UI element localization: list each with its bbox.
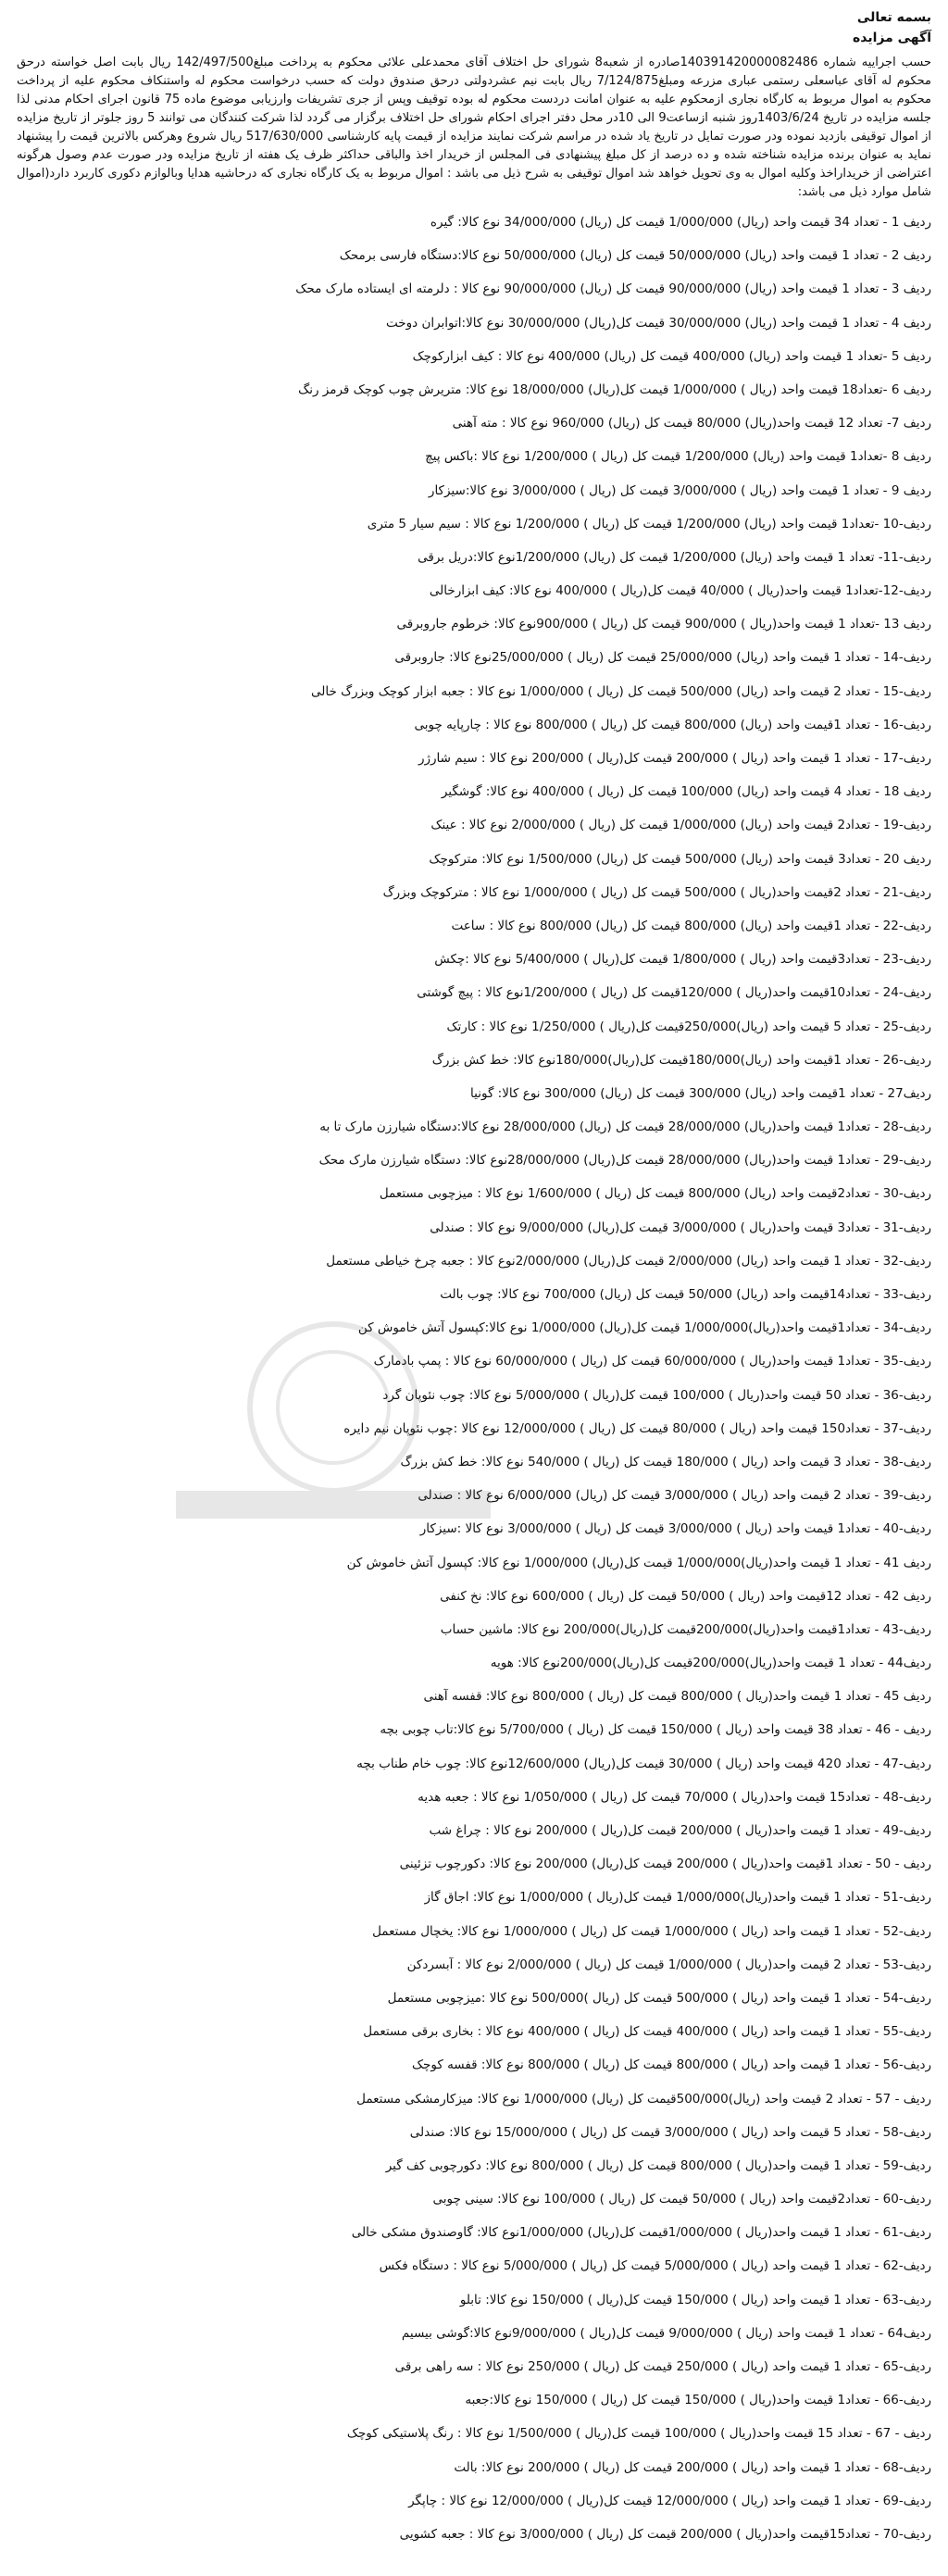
auction-item-row: ردیف 7- تعداد 12 قیمت واحد(ریال) 80/000 قیمت کل (ریال) 960/000 نوع کالا : مته آهنی bbox=[452, 416, 931, 431]
auction-item-row: ردیف-31 - تعداد3 قیمت واحد(ریال ) 3/000/000 قیمت کل(ریال) 9/000/000 نوع کالا : صندلی bbox=[430, 1219, 931, 1235]
auction-item-row: ردیف 3 - تعداد 1 قیمت واحد (ریال) 90/000/000 قیمت کل (ریال) 90/000/000 نوع کالا : دلرمته ای ایستاده مارک محک bbox=[295, 281, 931, 297]
auction-item-row: ردیف-37 - تعداد150 قیمت واحد (ریال ) 80/000 قیمت کل (ریال ) 12/000/000 نوع کالا :چوب نئوپان نیم دایره bbox=[343, 1420, 931, 1436]
auction-item-row: ردیف-38 - تعداد 3 قیمت واحد (ریال ) 180/000 قیمت کل (ریال ) 540/000 نوع کالا: خط کش بزرگ bbox=[400, 1454, 931, 1469]
auction-item-row: ردیف-35 - تعداد1 قیمت واحد(ریال ) 60/000/000 قیمت کل (ریال ) 60/000/000 نوع کالا : پمپ بادمارک bbox=[373, 1354, 931, 1369]
auction-item-row: ردیف - 67 - تعداد 15 قیمت واحد(ریال ) 100/000 قیمت کل(ریال ) 1/500/000 نوع کالا : رنگ پلاستیکی کوچک bbox=[346, 2426, 931, 2442]
auction-item-row: ردیف 41 - تعداد 1 قیمت واحد(ریال)1/000/000 قیمت کل(ریال) 1/000/000 نوع کالا: کپسول آتش خاموش کن bbox=[346, 1555, 931, 1570]
auction-item-row: ردیف-36 - تعداد 50 قیمت واحد(ریال ) 100/000 قیمت کل(ریال ) 5/000/000 نوع کالا: چوب نئوپان گرد bbox=[382, 1387, 931, 1403]
auction-item-row: ردیف - 50 - تعداد 1قیمت واحد(ریال ) 200/000 قیمت کل(ریال) 200/000 نوع کالا: دکورچوب تزئینی bbox=[399, 1857, 931, 1872]
auction-item-row: ردیف-55 - تعداد 1 قیمت واحد (ریال ) 400/000 قیمت کل (ریال ) 400/000 نوع کالا : بخاری برقی مستعمل bbox=[363, 2024, 931, 2040]
auction-item-row: ردیف-34 - تعداد1قیمت واحد(ریال)1/000/000 قیمت کل(ریال) 1/000/000 نوع کالا:کپسول آتش خاموش کن bbox=[357, 1320, 931, 1336]
auction-item-row: ردیف-10 -تعداد1 قیمت واحد (ریال) 1/200/000 قیمت کل (ریال ) 1/200/000 نوع کالا : سیم سیار 5 متری bbox=[367, 516, 931, 531]
auction-item-row: ردیف-19 - تعداد2 قیمت واحد (ریال) 1/000/000 قیمت کل (ریال ) 2/000/000 نوع کالا : عینک bbox=[430, 818, 931, 833]
auction-item-row: ردیف-40 - تعداد1 قیمت واحد (ریال ) 3/000/000 قیمت کل (ریال ) 3/000/000 نوع کالا :سیزکار bbox=[419, 1521, 931, 1537]
auction-item-row: ردیف64 - تعداد 1 قیمت واحد (ریال ) 9/000/000 قیمت کل(ریال ) 9/000/000نوع کالا:گوشی بیسیم bbox=[401, 2325, 931, 2341]
auction-item-row: ردیف27 - تعداد 1قیمت واحد (ریال) 300/000 قیمت کل (ریال) 300/000 نوع کالا: گونیا bbox=[470, 1085, 931, 1101]
auction-item-row: ردیف-69 - تعداد 1 قیمت واحد (ریال ) 12/000/000 قیمت کل(ریال ) 12/000/000 نوع کالا : چاپگر bbox=[408, 2493, 931, 2508]
auction-item-row: ردیف44 - تعداد 1 قیمت واحد(ریال)200/000قیمت کل(ریال)200/000نوع کالا: هویه bbox=[490, 1656, 931, 1671]
auction-item-row: ردیف 45 - تعداد 1 قیمت واحد(ریال ) 800/000 قیمت کل (ریال ) 800/000 نوع کالا: قفسه آهنی bbox=[423, 1689, 931, 1705]
auction-item-row: ردیف-14 - تعداد 1 قیمت واحد (ریال) 25/000/000 قیمت کل (ریال ) 25/000/000نوع کالا: جاروبرقی bbox=[394, 650, 931, 666]
auction-item-row: ردیف - 46 - تعداد 38 قیمت واحد (ریال ) 150/000 قیمت کل (ریال ) 5/700/000 نوع کالا:تاب چوبی بچه bbox=[380, 1722, 931, 1738]
auction-item-row: ردیف-52 - تعداد 1 قیمت واحد (ریال ) 1/000/000 قیمت کل (ریال ) 1/000/000 نوع کالا: یخچال مستعمل bbox=[372, 1923, 931, 1939]
auction-item-row: ردیف 42 - تعداد 12قیمت واحد (ریال ) 50/000 قیمت کل (ریال ) 600/000 نوع کالا: نخ کنفی bbox=[440, 1588, 931, 1604]
auction-item-row: ردیف 4 - تعداد 1 قیمت واحد (ریال) 30/000/000 قیمت کل(ریال) 30/000/000 نوع کالا:اتوابران دوخت bbox=[386, 315, 931, 331]
auction-item-row: ردیف-60 - تعداد2قیمت واحد (ریال ) 50/000 قیمت کل (ریال ) 100/000 نوع کالا: سینی چوبی bbox=[432, 2192, 931, 2207]
auction-item-row: ردیف-58 - تعداد 5 قیمت واحد (ریال ) 3/000/000 قیمت کل (ریال ) 15/000/000 نوع کالا: صندلی bbox=[409, 2124, 931, 2140]
auction-item-row: ردیف 5 -تعداد 1 قیمت واحد (ریال) 400/000 قیمت کل (ریال) 400/000 نوع کالا : کیف ابزارکوچک bbox=[412, 348, 931, 364]
auction-item-row: ردیف-66 - تعداد1 قیمت واحد(ریال ) 150/000 قیمت کل (ریال ) 150/000 نوع کالا:جعبه bbox=[465, 2393, 931, 2408]
auction-item-row: ردیف-63 - تعداد 1 قیمت واحد (ریال ) 150/000 قیمت کل(ریال ) 150/000 نوع کالا: تابلو bbox=[459, 2292, 931, 2307]
auction-item-row: ردیف-22 - تعداد 1قیمت واحد (ریال) 800/000 قیمت کل (ریال) 800/000 نوع کالا : ساعت bbox=[451, 918, 931, 933]
auction-item-row: ردیف-51 - تعداد 1 قیمت واحد(ریال)1/000/000 قیمت کل(ریال ) 1/000/000 نوع کالا: اجاق گاز bbox=[424, 1890, 931, 1906]
auction-item-row: ردیف-47 - تعداد 420 قیمت واحد (ریال ) 30/000 قیمت کل(ریال) 12/600/000نوع کالا: چوب خام طناب بچه bbox=[356, 1756, 931, 1771]
auction-item-row: ردیف-33 - تعداد14قیمت واحد (ریال) 50/000 قیمت کل (ریال) 700/000 نوع کالا: چوب بالت bbox=[440, 1287, 931, 1302]
auction-item-row: ردیف-16 - تعداد 1قیمت واحد (ریال) 800/000 قیمت کل (ریال ) 800/000 نوع کالا : چارپایه چوبی bbox=[414, 717, 931, 732]
auction-item-row: ردیف-56 - تعداد 1 قیمت واحد (ریال ) 800/000 قیمت کل (ریال ) 800/000 نوع کالا: قفسه کوچک bbox=[411, 2057, 931, 2073]
auction-items-list bbox=[17, 206, 931, 2551]
auction-item-row: ردیف-68 - تعداد 1 قیمت واحد (ریال ) 200/000 قیمت کل (ریال ) 200/000 نوع کالا: بالت bbox=[454, 2459, 931, 2475]
auction-item-row: ردیف-26 - تعداد 1قیمت واحد (ریال)180/000قیمت کل(ریال)180/000نوع کالا: خط کش بزرگ bbox=[431, 1052, 931, 1068]
auction-item-row: ردیف-24 - تعداد10قیمت واحد(ریال ) 120/000قیمت کل (ریال ) 1/200/000نوع کالا : پیچ گوشتی bbox=[417, 985, 931, 1001]
bismillah-heading: بسمه تعالی bbox=[856, 10, 931, 25]
auction-item-row: ردیف-43 - تعداد1قیمت واحد(ریال)200/000قیمت کل(ریال)200/000 نوع کالا: ماشین حساب bbox=[440, 1621, 931, 1637]
auction-item-row: ردیف 6 -تعداد18 قیمت واحد (ریال ) 1/000/000 قیمت کل(ریال) 18/000/000 نوع کالا: متریرش چوب کوچک قرمز رنگ bbox=[298, 381, 931, 397]
auction-item-row: ردیف-29 - تعداد1 قیمت واحد(ریال) 28/000/000 قیمت کل(ریال) 28/000/000نوع کالا: دستگاه شیارزن مارک محک bbox=[318, 1153, 931, 1169]
auction-item-row: ردیف 20 - تعداد3 قیمت واحد (ریال) 500/000 قیمت کل (ریال) 1/500/000 نوع کالا: مترکوچک bbox=[429, 851, 931, 867]
auction-item-row: ردیف-17 - تعداد 1 قیمت واحد (ریال ) 200/000 قیمت کل(ریال ) 200/000 نوع کالا : سیم شارژر bbox=[418, 751, 931, 766]
auction-item-row: ردیف 13 -تعداد 1 قیمت واحد(ریال ) 900/000 قیمت کل (ریال ) 900/000نوع کالا: خرطوم جاروبرقی bbox=[396, 617, 931, 632]
notice-title: آگهی مزایده bbox=[852, 31, 931, 45]
auction-item-row: ردیف-62 - تعداد 1 قیمت واحد (ریال ) 5/000/000 قیمت کل (ریال ) 5/000/000 نوع کالا : دستگاه فکس bbox=[379, 2258, 931, 2274]
auction-item-row: ردیف-30 - تعداد2قیمت واحد (ریال) 800/000 قیمت کل (ریال ) 1/600/000 نوع کالا : میزچوبی مستعمل bbox=[379, 1186, 931, 1202]
auction-item-row: ردیف 1 - تعداد 34 قیمت واحد (ریال) 1/000/000 قیمت کل (ریال) 34/000/000 نوع کالا: گیره bbox=[430, 215, 931, 230]
auction-item-row: ردیف 18 - تعداد 4 قیمت واحد (ریال) 100/000 قیمت کل (ریال ) 400/000 نوع کالا: گوشگیر bbox=[441, 784, 931, 800]
auction-item-row: ردیف-32 - تعداد 1 قیمت واحد (ریال) 2/000/000 قیمت کل(ریال) 2/000/000نوع کالا : جعبه چرخ خیاطی مستعمل bbox=[326, 1253, 931, 1269]
auction-item-row: ردیف-15 - تعداد 2 قیمت واحد (ریال) 500/000 قیمت کل (ریال ) 1/000/000 نوع کالا : جعبه ابزار کوچک وبزرگ خالی bbox=[310, 683, 931, 699]
auction-item-row: ردیف-12-تعداد1 قیمت واحد(ریال ) 40/000 قیمت کل(ریال ) 400/000 نوع کالا: کیف ابزارخالی bbox=[429, 583, 931, 599]
auction-item-row: ردیف-25 - تعداد 5 قیمت واحد (ریال)250/000قیمت کل(ریال ) 1/250/000 نوع کالا : کارتک bbox=[446, 1019, 931, 1034]
auction-item-row: ردیف-11- تعداد 1 قیمت واحد (ریال) 1/200/000 قیمت کل (ریال) 1/200/000نوع کالا:دریل برقی bbox=[418, 549, 931, 565]
auction-item-row: ردیف-23 - تعداد3قیمت واحد (ریال ) 1/800/000 قیمت کل(ریال ) 5/400/000 نوع کالا :چکش bbox=[434, 952, 931, 968]
auction-item-row: ردیف-65 - تعداد 1 قیمت واحد (ریال ) 250/000 قیمت کل (ریال ) 250/000 نوع کالا : سه راهی برقی bbox=[394, 2359, 931, 2374]
auction-item-row: ردیف-54 - تعداد 1 قیمت واحد (ریال ) 500/000 قیمت کل (ریال )500/000 نوع کالا :میزچوبی مستعمل bbox=[387, 1990, 931, 2006]
auction-item-row: ردیف-21 - تعداد 2قیمت واحد(ریال ) 500/000 قیمت کل (ریال ) 1/000/000 نوع کالا : مترکوچک وبزرگ bbox=[382, 884, 931, 900]
auction-item-row: ردیف-53 - تعداد 2 قیمت واحد(ریال ) 1/000/000 قیمت کل (ریال ) 2/000/000 نوع کالا : آبسردکن bbox=[406, 1957, 931, 1972]
auction-item-row: ردیف-28 - تعداد1 قیمت واحد(ریال) 28/000/000 قیمت کل (ریال) 28/000/000 نوع کالا:دستگاه شیارزن مارک تا به bbox=[319, 1119, 931, 1135]
auction-item-row: ردیف-49 - تعداد 1 قیمت واحد(ریال ) 200/000 قیمت کل(ریال ) 200/000 نوع کالا : چراغ شب bbox=[429, 1823, 931, 1838]
auction-item-row: ردیف - 57 - تعداد 2 قیمت واحد (ریال)500/000قیمت کل (ریال) 1/000/000 نوع کالا: میزکارمشکی مستعمل bbox=[356, 2091, 931, 2107]
auction-item-row: ردیف 9 - تعداد 1 قیمت واحد (ریال ) 3/000/000 قیمت کل (ریال ) 3/000/000 نوع کالا:سیزکار bbox=[428, 482, 931, 498]
auction-item-row: ردیف 8 -تعداد1 قیمت واحد (ریال) 1/200/000 قیمت کل (ریال ) 1/200/000 نوع کالا :باکس پیچ bbox=[425, 449, 931, 465]
auction-item-row: ردیف-48 - تعداد15 قیمت واحد(ریال ) 70/000 قیمت کل (ریال ) 1/050/000 نوع کالا : جعبه هدیه bbox=[418, 1789, 931, 1805]
auction-item-row: ردیف 2 - تعداد 1 قیمت واحد (ریال) 50/000/000 قیمت کل (ریال) 50/000/000 نوع کالا:دستگاه فارسی برمحک bbox=[339, 248, 931, 264]
notice-intro-paragraph: حسب اجراییه شماره 140391420000082486صادره از شعبه8 شورای حل اختلاف آقای محمدعلی علائی محکوم به پرداخت مبلغ142/497/500 ریال بابت اصل خواسته درحق محکوم له آقای عباسعلی رستمی عباری مزرعه ومبلغ7/124/875 ریال بابت نیم عشردولتی درحق صندوق دولت که حسب درخواست محکوم له واستنکاف محکوم علیه از پرداخت محکوم به اموال مربوط به کارگاه نجاری ازمحکوم علیه به عنوان امانت دردست محکوم له بوده توقیف وپس از جری تشریفات وارزیابی موضوع ماده 75 قانون اجرای احکام مدنی لذا جلسه مزایده در تاریخ 1403/6/24روز شنبه ازساعت9 الی 10در محل دفتر اجرای احکام شورای حل اختلاف برگزار می گردد لذا شرکت کنندگان می توانند 5 روز جلوتر از تاریخ مزایده از اموال توقیفی بازدید نموده ودر صورت تمایل در تاریخ یاد شده در مراسم شرکت نمایند مزایده از قیمت پایه کارشناسی 517/630/000 ریال شروع وهرکس بالاترین قیمت را پیشنهاد نماید به عنوان برنده مزایده شناخته شده و ده درصد از کل مبلغ پیشنهادی فی المجلس از خریدار اخذ والباقی حداکثر ظرف یک هفته از تاریخ مزایده ودر صورت عدم وصول هرگونه اعتراضی از خریداراخذ وکلیه اموال به وی تحویل خواهد شد اموال توقیفی به شرح ذیل می باشد : اموال مربوط به یک کارگاه نجاری که درحاشیه هدایا وبالوازم دکوری کاربرد دارد(اموال شامل موارد ذیل می باشد: bbox=[17, 56, 932, 199]
auction-item-row: ردیف-39 - تعداد 2 قیمت واحد (ریال ) 3/000/000 قیمت کل (ریال) 6/000/000 نوع کالا : صندلی bbox=[418, 1488, 931, 1504]
auction-item-row: ردیف-59 - تعداد 1 قیمت واحد(ریال ) 800/000 قیمت کل (ریال ) 800/000 نوع کالا: دکورچوبی کف گیر bbox=[385, 2157, 931, 2173]
auction-item-row: ردیف-61 - تعداد 1 قیمت واحد(ریال ) 1/000/000قیمت کل(ریال) 1/000/000نوع کالا: گاوصندوق مشکی خالی bbox=[351, 2225, 931, 2241]
auction-item-row: ردیف-70 - تعداد15قیمت واحد(ریال ) 200/000 قیمت کل (ریال ) 3/000/000 نوع کالا : جعبه کشویی bbox=[399, 2526, 931, 2542]
